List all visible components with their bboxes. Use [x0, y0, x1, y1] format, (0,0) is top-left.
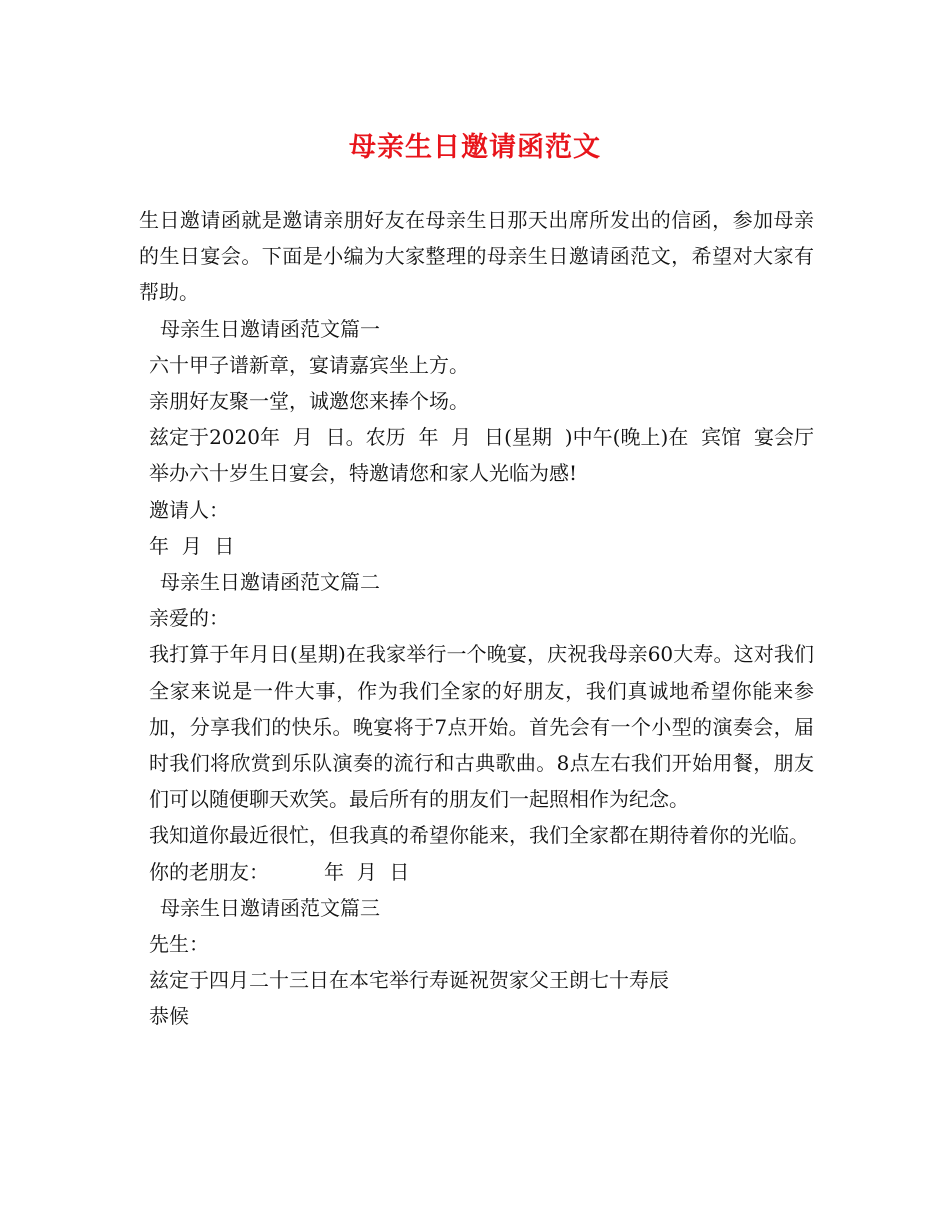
section2-heading: 母亲生日邀请函范文篇二: [160, 570, 380, 595]
section2-body2: 我知道你最近很忙，但我真的希望你能来，我们全家都在期待着你的光临。: [149, 823, 809, 848]
section1-heading: 母亲生日邀请函范文篇一: [160, 316, 380, 341]
section3-closing: 恭候: [149, 1004, 189, 1029]
section1-line2: 亲朋好友聚一堂，诚邀您来捧个场。: [149, 389, 469, 414]
document-body: [139, 202, 814, 1035]
section3-greeting: 先生：: [149, 932, 209, 957]
section1-date: 年 月 日: [149, 533, 235, 558]
section1-body: 兹定于2020年 月 日。农历 年 月 日(星期 )中午(晚上)在 宾馆 宴会厅举办六十岁生日宴会，特邀请您和家人光临为感!: [149, 425, 814, 486]
section2-signoff: [139, 854, 814, 890]
section1-inviter: 邀请人：: [149, 497, 229, 522]
section2-greeting: 亲爱的：: [149, 606, 229, 631]
section3-heading: 母亲生日邀请函范文篇三: [160, 895, 380, 920]
section2-signoff-label: 你的老朋友：: [149, 859, 269, 884]
intro-paragraph: 生日邀请函就是邀请亲朋好友在母亲生日那天出席所发出的信函，参加母亲的生日宴会。下面是小编为大家整理的母亲生日邀请函范文，希望对大家有帮助。: [139, 208, 814, 305]
section3-body: 兹定于四月二十三日在本宅举行寿诞祝贺家父王朗七十寿辰: [149, 968, 669, 993]
document-title: 母亲生日邀请函范文: [349, 132, 601, 163]
section2-signoff-date: 年 月 日: [324, 859, 410, 884]
section1-line1: 六十甲子谱新章，宴请嘉宾坐上方。: [149, 352, 469, 377]
section2-body1: 我打算于年月日(星期)在我家举行一个晚宴，庆祝我母亲60大寿。这对我们全家来说是一件大事，作为我们全家的好朋友，我们真诚地希望你能来参加，分享我们的快乐。晚宴将于7点开始。首先会有一个小型的演奏会，届时我们将欣赏到乐队演奏的流行和古典歌曲。8点左右我们开始用餐，朋友们可以随便聊天欢笑。最后所有的朋友们一起照相作为纪念。: [149, 642, 814, 812]
